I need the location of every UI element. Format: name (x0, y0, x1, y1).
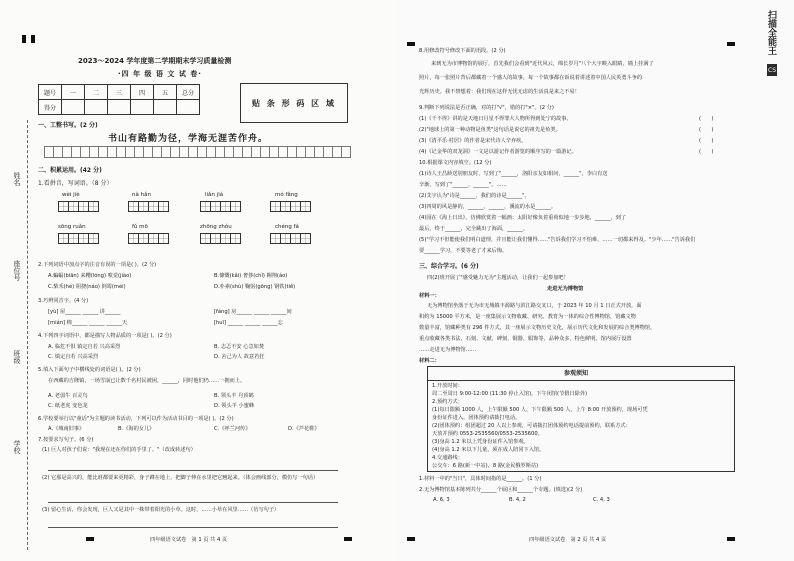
judgement-item: (3)《清平乐·村居》的作者是宋代诗人辛弃疾。 (419, 138, 527, 144)
score-cell[interactable] (131, 100, 154, 115)
question-9: 9.判断下列说法是否正确，对的打"√"，错的打"×"。(2 分) (419, 105, 554, 111)
judgement-item: (2)"地球上的第一种动物是鱼类"这句话是说它的祖先是鱼类。 (419, 127, 561, 133)
option[interactable]: B.慷慨(kǎi) 奢侈(chǐ) 翱翔(áo) (214, 273, 288, 279)
judgement-bracket[interactable]: ( ) (699, 116, 714, 122)
answer-boxes[interactable] (200, 201, 240, 212)
notice-line: (2)团体预约：组团超过 20 人以上参观，可请拨打团体预约电话提前预约，联系方式： (432, 423, 631, 429)
pinyin-label: wèi jiè (62, 192, 80, 198)
notice-divider (428, 380, 734, 381)
scanner-logo-icon: CS (767, 64, 777, 76)
option[interactable]: B. 领头羊 丹顶鹤 (214, 393, 254, 399)
score-header: 题号 (39, 85, 62, 100)
answer-boxes[interactable] (58, 233, 98, 244)
score-cell[interactable] (154, 100, 177, 115)
question-3: 3.巧辨同音字。(4 分) (38, 298, 89, 304)
section3-subtitle: 走进无为博物馆 (547, 286, 584, 292)
scanner-brand-label: 扫描全能王 (766, 10, 776, 55)
page-footer: 四年级语文试卷 第 1 页 共 4 页 (150, 537, 228, 543)
question-1: 1.看拼音，写词语。（8 分） (38, 180, 113, 187)
pinyin-label: sōng ruǎn (58, 224, 86, 230)
answer-line[interactable] (48, 527, 338, 528)
answer-boxes[interactable] (270, 233, 310, 244)
registration-mark (727, 537, 735, 541)
q3-row: [yù] 屋______ ______ 讲______ (48, 309, 121, 315)
registration-mark (407, 537, 415, 541)
sidebar-school-label: 学校 (13, 440, 21, 454)
option[interactable]: C. 4, 3 (593, 497, 610, 503)
answer-boxes[interactable] (270, 201, 310, 212)
score-header: 四 (131, 85, 154, 100)
sidebar-name-label: 姓名 (13, 172, 21, 186)
answer-line[interactable] (48, 470, 338, 471)
fill-line: 辛渐，写到了"______，______"。…… (419, 182, 507, 188)
score-header: 三 (108, 85, 131, 100)
option[interactable]: D. 舍己为人 故意若狂 (214, 354, 265, 360)
passage-line: 照片，每一张照片背后都藏着一个感人的故事。每一个故事都在诉说着讲述着中国人民英勇斗争的 (419, 75, 643, 81)
material-line: 重点收藏各类书法、石刻、文献、碑刻、铜器、服饰等，品种众多，特色鲜明。馆内展厅设置 (419, 336, 632, 342)
option[interactable]: A. 临危不惧 镇定自若 兴高采烈 (48, 344, 121, 350)
q7-part: (1) 巨人对孩子们说："我现在还在你们的手里了。"（改成转述句） (42, 447, 196, 453)
sidebar-class-label: 班级 (13, 350, 21, 364)
pinyin-label: liǎn jiá (205, 192, 224, 198)
notice-line: (3)身高 1.2 米以上凭身份证件入馆参观。 (432, 439, 529, 445)
score-header: 二 (85, 85, 108, 100)
material1-label: 材料一： (419, 293, 440, 299)
fill-line: (3)四周的风是静的，______，______，溪流的水是______。 (419, 204, 557, 210)
notice-line: (1)每日限额 1000 人，上午限额 500 人，下午限额 500 人，上午 8:00 开放预约，现场可凭 (432, 407, 648, 413)
answer-boxes[interactable] (200, 233, 240, 244)
sub-question-2: 2.无为博物馆基本陈列共分______个展区和______个专题。(填选)(2 分) (419, 487, 583, 493)
question-10: 10.根据课文内容填空。(12 分) (419, 160, 492, 166)
score-cell[interactable] (177, 100, 200, 115)
writing-grid[interactable] (44, 146, 351, 158)
score-header: 一 (62, 85, 85, 100)
exam-title: 2023～2024 学年度第二学期期末学习质量检测 (78, 57, 232, 65)
answer-boxes[interactable] (58, 201, 98, 212)
option[interactable]: A.《城南旧事》 (48, 426, 85, 432)
exam-subtitle: ·四 年 级 语 文 试 卷· (118, 70, 202, 78)
option[interactable]: B.《海的女儿》 (118, 426, 155, 432)
notice-line: 4.交通路线： (432, 455, 463, 461)
option[interactable]: B. 4, 2 (509, 497, 526, 503)
material2-label: 材料二： (419, 358, 440, 364)
pinyin-label: nà hǎn (132, 192, 151, 198)
fill-line: (5)"学习不但能使我们明白道理，并且能让我们懂得……"告诉我们学习不怕难，……一切都来得及。"少年……"告诉我们 (419, 237, 696, 243)
notice-line: 2.预约方式： (432, 399, 463, 405)
binding-line (27, 120, 28, 550)
fill-line: (2)艾宇认为"诗是______，我们的诗是______"。 (419, 193, 530, 199)
option[interactable]: A. 6, 3 (433, 497, 450, 503)
notice-line: 1.开放时间： (432, 383, 463, 389)
score-header: 总分 (177, 85, 200, 100)
q3-row: [mián] 棉______ ______ ______天 (48, 320, 128, 326)
material-line: 无为博物馆坐落于无为市无城镇丰源路与滨江路交叉口，于 2023 年 10 月 1 日正式开放，面 (427, 303, 642, 309)
option[interactable]: D.朴素(shù) 鞠躬(gōng) 钢铁(tiě) (214, 284, 296, 290)
q5-text: 在西藏的吉隆镇，一场雪崩已让数千名村民被困，______，同时他们仍……一拥而上。 (48, 378, 246, 384)
option[interactable]: C.柴禾(hé) 阻挠(náo) 倒霉(méi) (48, 284, 126, 290)
judgement-bracket[interactable]: ( ) (699, 138, 714, 144)
fill-line: 要______学习，不要等老了才来后悔。 (419, 248, 508, 254)
notice-line: 天放并预约 0553-2535560/0553-2535600。 (432, 431, 543, 437)
pinyin-label: zhōng zhǒu (200, 224, 232, 230)
notice-line: 公交车：6 路(新一中站)、8 路(金民俄罗斯站) (432, 463, 539, 469)
question-7: 7.按要求写句子。(6 分) (38, 437, 94, 443)
sidebar-seat-label: 座位号 (13, 260, 21, 281)
judgement-bracket[interactable]: ( ) (699, 149, 714, 155)
judgement-item: (1)《千不得》讲的是天地日月星不得罪大人物所得到处宁的故事。 (419, 116, 572, 122)
registration-mark (727, 42, 735, 46)
section1-title: 一、工整书写。(2 分) (38, 122, 98, 129)
registration-mark (407, 42, 415, 46)
notice-line: 周二至周日 9:00-12:00 (11:30 停止入馆)，下午闭馆(节假日除外) (432, 391, 588, 397)
copy-sentence: 书山有路勤为径，学海无涯苦作舟。 (108, 134, 269, 144)
section3-intro: 四(2)班开展了"感受魅力无为"主题活动，让我们一起参加吧！ (427, 275, 569, 281)
passage-line: 光辉历史。我不禁想着：我们现在这样无忧无虑的生活真是来之不易！ (419, 89, 580, 95)
registration-mark (31, 35, 35, 43)
notice-line: (4)身高 1.2 米以下儿童，须在成人陪同下入馆。 (432, 447, 545, 453)
pinyin-label: mó fǎng (275, 192, 298, 198)
option[interactable]: B. 志忑不安 心急如焚 (214, 344, 265, 350)
answer-boxes[interactable] (128, 233, 168, 244)
question-4: 4.下列四字词语中，都是描写人物品质的一项是( )。(2 分) (38, 333, 172, 339)
fill-line: 最后，终于______，完全跳出了海面，______。 (419, 226, 528, 232)
q3-row: [huī] ______ ______ ______忘 (214, 320, 283, 326)
option[interactable]: C. 镇定自若 兴高采烈 (48, 354, 99, 360)
material-line: ……走进无为博物馆…… (419, 347, 477, 353)
answer-boxes[interactable] (128, 201, 168, 212)
option[interactable]: D. 领头羊 小蜜蜂 (214, 403, 255, 409)
pinyin-label: chéng fá (275, 224, 299, 230)
fill-line: (1)诗人王昌龄送别朋友时，写到了"______，洛阳亲友如相问，______"，李白有送 (419, 171, 608, 177)
fill-line: (4)园在《海上日出》，仿佛欣赏着一幅画：太阳好像负着重荷似地一步步地，______，到了 (419, 215, 627, 221)
registration-mark (22, 35, 26, 43)
sub-question-1: 1.材料一中的"当日"，具体时间指的是______。(1 分) (419, 476, 542, 482)
option[interactable]: A.蝙蝠(biān) 来糟(lóng) 嗅觉(jiào) (48, 273, 132, 279)
material-line: 积约为 15000 平方米，是一座集展示文物收藏、研究、教育为一体的综合性博物馆，馆藏文物 (419, 314, 636, 320)
material-line: 数量丰富，馆藏种类有 296 件方式，其一座展示文物历史文化，展示历代文化和发展的综合类博物馆， (419, 325, 656, 331)
score-cell[interactable] (62, 100, 85, 115)
question-5: 5.填入下面句子中横线处的词语是( )。(2 分) (38, 367, 141, 373)
judgement-bracket[interactable]: ( ) (699, 127, 714, 133)
option[interactable]: C.《呼兰河传》 (214, 426, 251, 432)
question-6: 6.学校要举行以"童话"为主题的读书活动，下列可以作为活动书目的一项是( )。(2 分) (38, 416, 234, 422)
page-footer: 四年级语文试卷 第 2 页 共 4 页 (529, 537, 607, 543)
exam-page-right (397, 0, 794, 561)
option[interactable]: A. 老弱牛 百灵鸟 (48, 393, 88, 399)
score-header: 五 (154, 85, 177, 100)
section3-title: 三、综合学习。(6 分) (419, 263, 479, 270)
question-2: 2.下列词语中加点字的注音有误的一项是( )。(2 分) (38, 262, 157, 268)
notice-line: 身份证件进入。团体预约请拨打电话。 (432, 415, 521, 421)
notice-title: 参观须知 (564, 370, 589, 377)
registration-mark (344, 537, 352, 541)
barcode-area: 贴 条 形 码 区 域 (240, 83, 348, 123)
answer-line[interactable] (48, 502, 338, 503)
judgement-item: (4)《记金华的双龙洞》一文是以游记作者游览的顺序写的一篇游记。 (419, 149, 577, 155)
passage-line: 来到无为市博物馆的展厅，首先我们会看到"近代风云，绵长岁月"八个大字映入眼睛，墙上挂满了 (431, 61, 654, 67)
score-table (38, 84, 200, 115)
score-cell[interactable] (108, 100, 131, 115)
question-8: 8.用修改符号修改下面的语段。(2 分) (419, 48, 506, 54)
registration-mark (86, 537, 94, 541)
visit-notice-box (427, 366, 735, 472)
q7-part: (2) 它那是高兴的，能比谁都要来更精彩，身子蹲在地上，把脚子伸在水里把它翘起来。（体会画线部分，模仿写一句话） (42, 475, 319, 481)
score-label: 得分 (39, 100, 62, 115)
option[interactable]: D.《芦花鞋》 (288, 426, 320, 432)
score-cell[interactable] (85, 100, 108, 115)
option[interactable]: C. 纸老虎 变色龙 (48, 403, 88, 409)
pinyin-label: fǔ mō (132, 224, 148, 230)
section2-title: 二、积累运用。(42 分) (38, 167, 102, 174)
q7-part: (3) 留心生活，你会发现，巨人又是其中一株带着阳光的小草。这时，……小草在风里……（仿写句子） (42, 507, 280, 513)
q3-row: [fáng] 房______ ______ ______间 (214, 309, 292, 315)
